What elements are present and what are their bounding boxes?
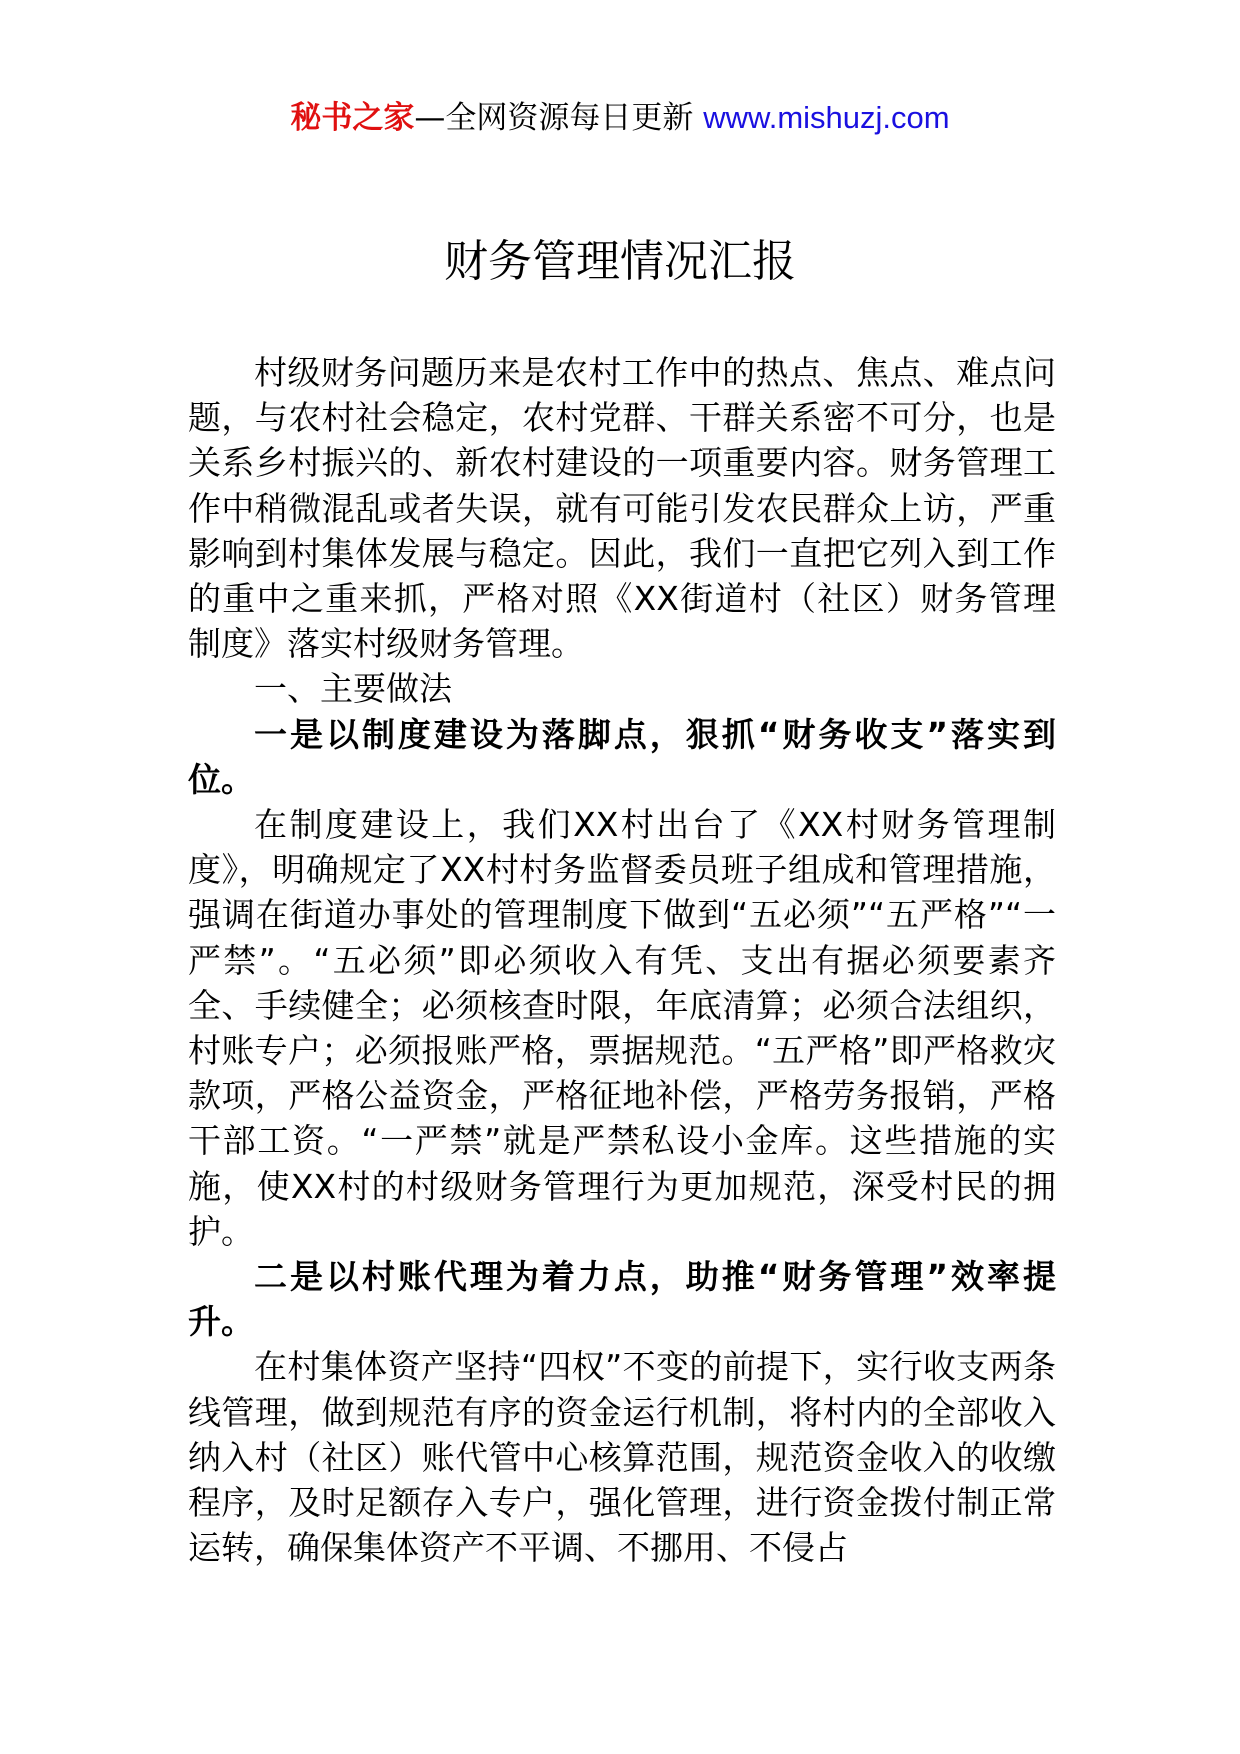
website-link[interactable]: www.mishuzj.com: [703, 100, 950, 135]
section-heading: 一、主要做法: [254, 669, 452, 709]
subheading-2: 二是以村账代理为着力点，助推“财务管理”效率提升。: [188, 1257, 1056, 1342]
paragraph-intro: 村级财务问题历来是农村工作中的热点、焦点、难点问题，与农村社会稳定，农村党群、干群关系密不可分，也是关系乡村振兴的、新农村建设的一项重要内容。财务管理工作中稍微混乱或者失误，就有可能引发农民群众上访，严重影响到村集体发展与稳定。因此，我们一直把它列入到工作的重中之重来抓，严格对照《XX街道村（社区）财务管理制度》落实村级财务管理。: [188, 353, 1056, 664]
header-tagline: —全网资源每日更新: [414, 100, 704, 136]
paragraph-1: 在制度建设上，我们XX村出台了《XX村财务管理制度》，明确规定了XX村村务监督委员班子组成和管理措施，强调在街道办事处的管理制度下做到“五必须”“五严格”“一严禁”。“五必须”即必须收入有凭、支出有据必须要素齐全、手续健全；必须核查时限，年底清算；必须合法组织，村账专户；必须报账严格，票据规范。“五严格”即严格救灾款项，严格公益资金，严格征地补偿，严格劳务报销，严格干部工资。“一严禁”就是严禁私设小金库。这些措施的实施，使XX村的村级财务管理行为更加规范，深受村民的拥护。: [188, 805, 1056, 1251]
paragraph-2: 在村集体资产坚持“四权”不变的前提下，实行收支两条线管理，做到规范有序的资金运行机制，将村内的全部收入纳入村（社区）账代管中心核算范围，规范资金收入的收缴程序，及时足额存入专户，强化管理，进行资金拨付制正常运转，确保集体资产不平调、不挪用、不侵占: [188, 1347, 1056, 1568]
brand-name: 秘书之家: [290, 100, 415, 136]
watermark-header: [0, 98, 1240, 138]
document-body: [188, 350, 1056, 1570]
subheading-1: 一是以制度建设为落脚点，狠抓“财务收支”落实到位。: [188, 714, 1056, 799]
document-title: 财务管理情况汇报: [444, 236, 796, 287]
